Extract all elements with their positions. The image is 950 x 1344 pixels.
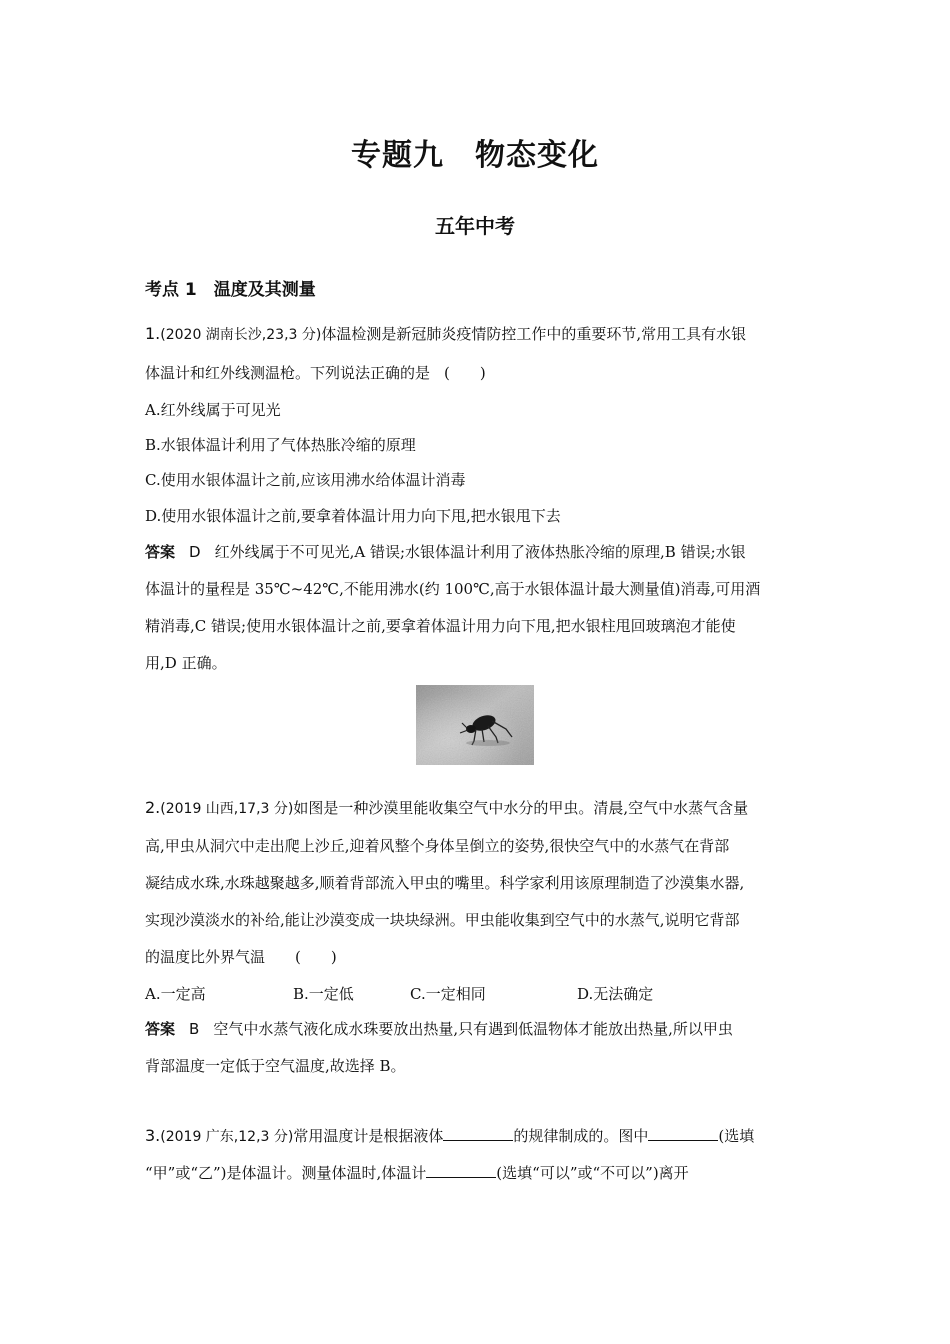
q2-text-1: 如图是一种沙漠里能收集空气中水分的甲虫。清晨,空气中水蒸气含量: [293, 799, 749, 817]
q3-text-1b: 的规律制成的。图中: [513, 1127, 649, 1145]
q3-line-1: [145, 1125, 754, 1146]
q2-answer-label: 答案: [145, 1020, 176, 1038]
q3-source: (2019 广东,12,3 分): [160, 1129, 294, 1145]
q1-text-2: 体温计和红外线测温枪。下列说法正确的是: [145, 364, 431, 382]
q1-text-1: 体温检测是新冠肺炎疫情防控工作中的重要环节,常用工具有水银: [321, 325, 747, 343]
q1-line-2: [145, 362, 486, 383]
q2-answer-line-1: [145, 1018, 733, 1039]
q1-number: 1.: [145, 324, 161, 343]
q2-line-5: [145, 946, 337, 967]
q1-answer-line-1: [145, 541, 746, 562]
q1-option-a: A.红外线属于可见光: [145, 401, 281, 419]
q1-answer-paren: ( ): [444, 364, 486, 382]
q1-answer-line-4: 用,D 正确。: [145, 654, 227, 672]
q3-text-2b: (选填“可以”或“不可以”)离开: [496, 1164, 689, 1182]
q3-blank-1[interactable]: [443, 1126, 513, 1141]
q2-source: (2019 山西,17,3 分): [160, 801, 294, 817]
q3-blank-2[interactable]: [648, 1126, 718, 1141]
q2-option-a: A.一定高: [145, 985, 206, 1003]
section-heading: 考点 1 温度及其测量: [145, 280, 316, 300]
q3-text-1a: 常用温度计是根据液体: [293, 1127, 444, 1145]
q2-option-d: D.无法确定: [577, 985, 654, 1003]
page-title: 专题九 物态变化: [351, 138, 599, 173]
q1-answer-line-2: 体温计的量程是 35℃~42℃,不能用沸水(约 100℃,高于水银体温计最大测量值)消毒,可用酒: [145, 580, 761, 598]
q1-answer-label: 答案: [145, 543, 176, 561]
q1-answer-text-1: 红外线属于不可见光,A 错误;水银体温计利用了液体热胀冷缩的原理,B 错误;水银: [214, 543, 746, 561]
q1-option-d: D.使用水银体温计之前,要拿着体温计用力向下甩,把水银甩下去: [145, 507, 561, 525]
q2-line-3: 凝结成水珠,水珠越聚越多,顺着背部流入甲虫的嘴里。科学家利用该原理制造了沙漠集水器,: [145, 874, 745, 892]
q2-answer-text-1: 空气中水蒸气液化成水珠要放出热量,只有遇到低温物体才能放出热量,所以甲虫: [213, 1020, 733, 1038]
q2-line-4: 实现沙漠淡水的补给,能让沙漠变成一块块绿洲。甲虫能收集到空气中的水蒸气,说明它背部: [145, 911, 740, 929]
q2-answer-line-2: 背部温度一定低于空气温度,故选择 B。: [145, 1057, 406, 1075]
q2-number: 2.: [145, 798, 161, 817]
q2-answer-letter: B: [189, 1020, 200, 1038]
q1-answer-letter: D: [189, 543, 201, 561]
q2-answer-paren: ( ): [295, 948, 337, 966]
q3-text-1c: (选填: [718, 1127, 755, 1145]
q2-option-b: B.一定低: [293, 985, 354, 1003]
q2-option-c: C.一定相同: [410, 985, 486, 1003]
q3-blank-3[interactable]: [426, 1163, 496, 1178]
q2-line-1: [145, 797, 748, 818]
q1-line-1: [145, 323, 746, 344]
q2-line-2: 高,甲虫从洞穴中走出爬上沙丘,迎着风整个身体呈倒立的姿势,很快空气中的水蒸气在背部: [145, 837, 730, 855]
q1-option-c: C.使用水银体温计之前,应该用沸水给体温计消毒: [145, 471, 466, 489]
q3-number: 3.: [145, 1126, 161, 1145]
q3-text-2a: “甲”或“乙”)是体温计。测量体温时,体温计: [145, 1164, 427, 1182]
q1-answer-line-3: 精消毒,C 错误;使用水银体温计之前,要拿着体温计用力向下甩,把水银柱甩回玻璃泡才能使: [145, 617, 736, 635]
beetle-photo: [416, 685, 534, 765]
q1-option-b: B.水银体温计利用了气体热胀冷缩的原理: [145, 436, 416, 454]
q3-line-2: [145, 1162, 689, 1183]
page-subtitle: 五年中考: [435, 214, 515, 238]
q2-text-5: 的温度比外界气温: [145, 948, 266, 966]
q1-source: (2020 湖南长沙,23,3 分): [160, 327, 322, 343]
